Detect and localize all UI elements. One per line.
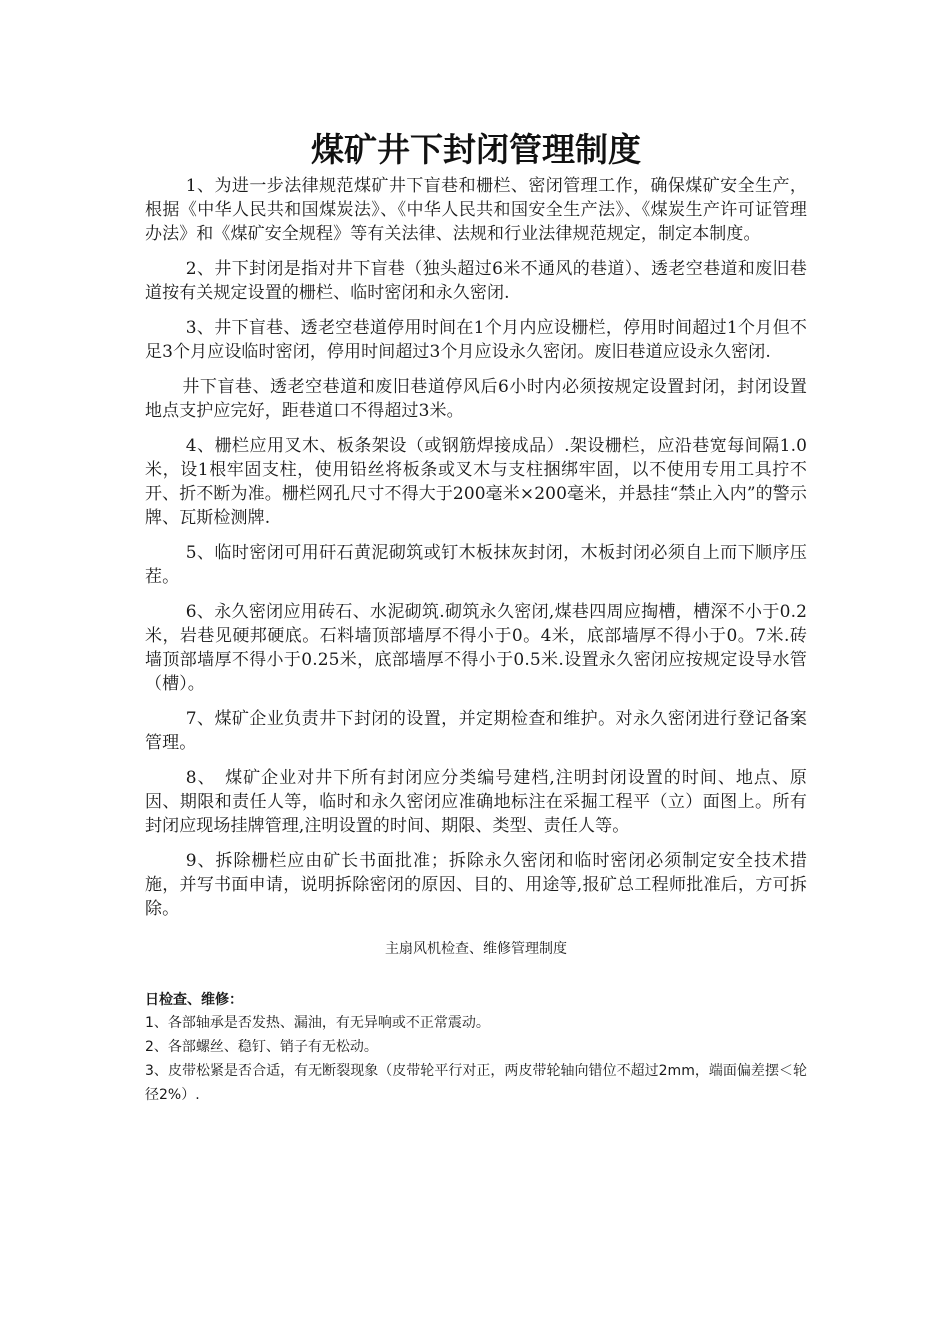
paragraph-1: 1、为进一步法律规范煤矿井下盲巷和栅栏、密闭管理工作，确保煤矿安全生产，根据《中华人民共和国煤炭法》、《中华人民共和国安全生产法》、《煤炭生产许可证管理办法》和《煤矿安全规程》等有关法律、法规和行业法律规范规定，制定本制度。 [145, 176, 807, 244]
list-item: 3、皮带松紧是否合适，有无断裂现象（皮带轮平行对正，两皮带轮轴向错位不超过2mm，端面偏差摆＜轮径2%）. [145, 1063, 807, 1103]
paragraph-2: 2、井下封闭是指对井下盲巷（独头超过6米不通风的巷道）、透老空巷道和废旧巷道按有关规定设置的栅栏、临时密闭和永久密闭. [145, 259, 807, 303]
document-title: 煤矿井下封闭管理制度 [311, 130, 641, 169]
section-subtitle: 主扇风机检查、维修管理制度 [385, 941, 567, 957]
paragraph-9: 9、拆除栅栏应由矿长书面批准；拆除永久密闭和临时密闭必须制定安全技术措施，并写书面申请，说明拆除密闭的原因、目的、用途等,报矿总工程师批准后，方可拆除。 [145, 851, 807, 919]
paragraph-7: 7、煤矿企业负责井下封闭的设置，并定期检查和维护。对永久密闭进行登记备案管理。 [145, 709, 807, 753]
list-item: 1、各部轴承是否发热、漏油，有无异响或不正常震动。 [145, 1015, 490, 1031]
paragraph-6: 6、永久密闭应用砖石、水泥砌筑.砌筑永久密闭,煤巷四周应掏槽，槽深不小于0.2米，岩巷见硬邦硬底。石料墙顶部墙厚不得小于0。4米，底部墙厚不得小于0。7米.砖墙顶部墙厚不得小于0.25米，底部墙厚不得小于0.5米.设置永久密闭应按规定设导水管（槽）。 [145, 602, 807, 694]
paragraph-8: 8、 煤矿企业对井下所有封闭应分类编号建档,注明封闭设置的时间、地点、原因、期限和责任人等，临时和永久密闭应准确地标注在采掘工程平（立）面图上。所有封闭应现场挂牌管理,注明设置的时间、期限、类型、责任人等。 [145, 768, 807, 836]
paragraph-4: 4、栅栏应用叉木、板条架设（或钢筋焊接成品）.架设栅栏，应沿巷宽每间隔1.0米，设1根牢固支柱，使用铅丝将板条或叉木与支柱捆绑牢固，以不使用专用工具拧不开、折不断为准。栅栏网孔尺寸不得大于200毫米×200毫米，并悬挂“禁止入内”的警示牌、瓦斯检测牌. [145, 436, 807, 528]
paragraph-3: 3、井下盲巷、透老空巷道停用时间在1个月内应设栅栏，停用时间超过1个月但不足3个月应设临时密闭，停用时间超过3个月应设永久密闭。废旧巷道应设永久密闭. [145, 318, 807, 362]
paragraph-3-note: 井下盲巷、透老空巷道和废旧巷道停风后6小时内必须按规定设置封闭，封闭设置地点支护应完好，距巷道口不得超过3米。 [145, 377, 807, 421]
list-item: 2、各部螺丝、稳钉、销子有无松动。 [145, 1039, 378, 1055]
paragraph-5: 5、临时密闭可用矸石黄泥砌筑或钉木板抹灰封闭，木板封闭必须自上而下顺序压茬。 [145, 543, 807, 587]
document-body [145, 128, 807, 1107]
daily-check-heading: 日检查、维修： [145, 992, 243, 1008]
